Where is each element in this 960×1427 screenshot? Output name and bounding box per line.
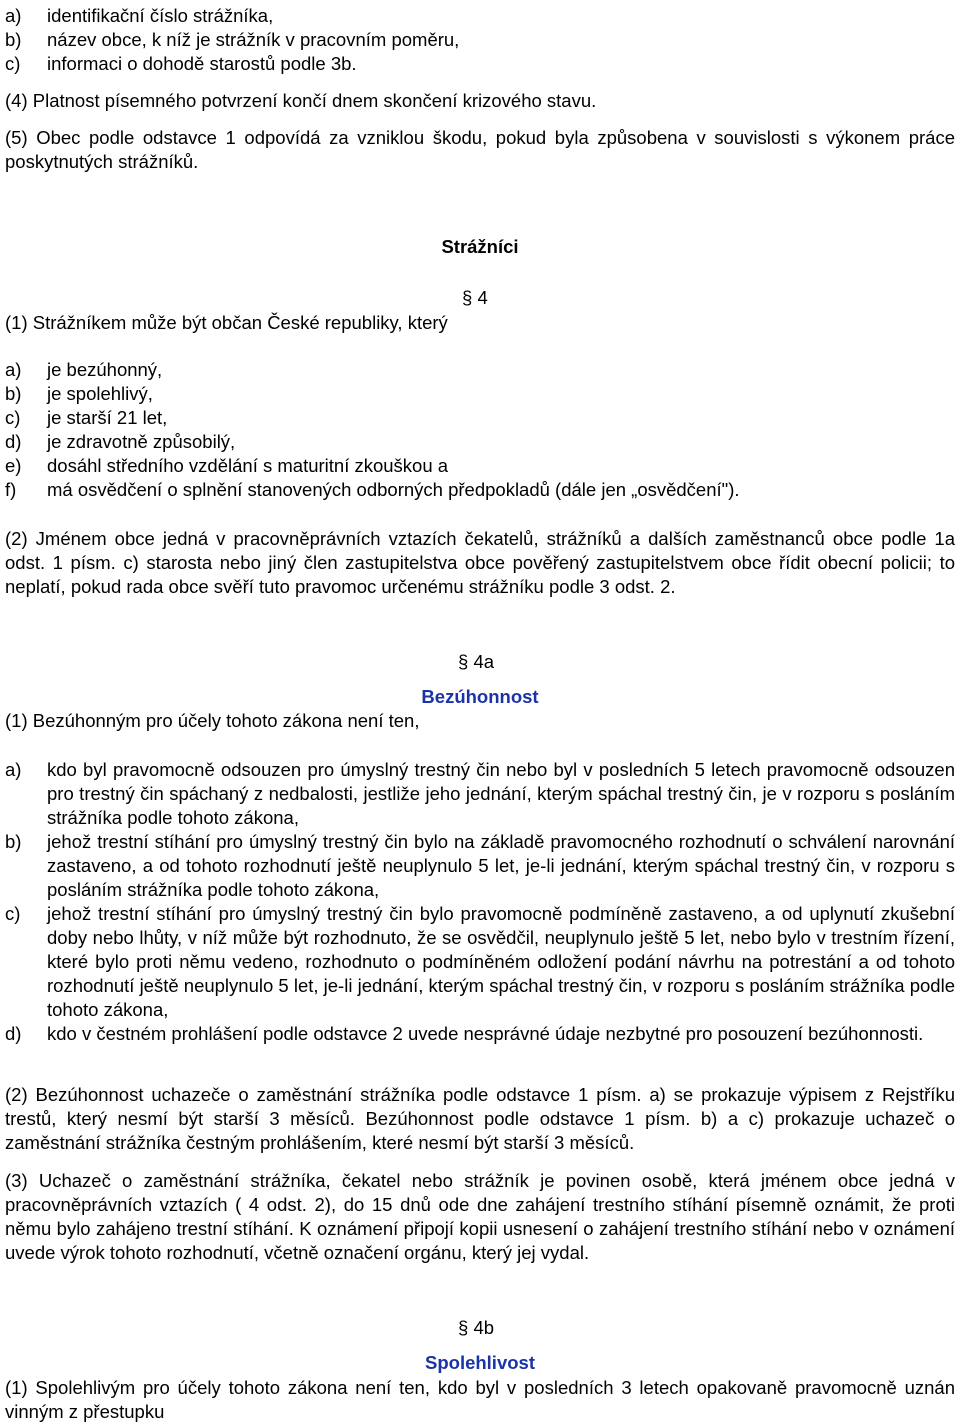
list-text: kdo v čestném prohlášení podle odstavce 2 uvede nesprávné údaje nezbytné pro posouzení bezúhonnosti. xyxy=(47,1023,924,1044)
list-text: identifikační číslo strážníka, xyxy=(47,5,274,26)
list-label: b) xyxy=(5,29,22,50)
list-text: informaci o dohodě starostů podle 3b. xyxy=(47,53,357,74)
list-label: e) xyxy=(5,455,22,476)
list-item xyxy=(5,382,153,406)
list-item xyxy=(5,454,449,478)
s4a-paragraph-2: (2) Bezúhonnost uchazeče o zaměstnání strážníka podle odstavce 1 písm. a) se prokazuje výpisem z Rejstříku trestů, který nesmí být starší 3 měsíců. Bezúhonnost podle odstavce 1 písm. b) a c) prokazuje uchazeč o zaměstnání strážníka čestným prohlášením, které nesmí být starší 3 měsíců. xyxy=(5,1084,955,1153)
list-text: název obce, k níž je strážník v pracovním poměru, xyxy=(47,29,460,50)
section-number: 4b xyxy=(473,1317,495,1338)
list-label: d) xyxy=(5,1023,22,1044)
section-mark: § xyxy=(458,651,469,672)
list-text: je bezúhonný, xyxy=(47,359,163,380)
list-item xyxy=(5,4,274,28)
paragraph-5: (5) Obec podle odstavce 1 odpovídá za vzniklou škodu, pokud byla způsobena v souvislosti s výkonem práce poskytnutých strážníků. xyxy=(5,127,955,172)
list-text: jehož trestní stíhání pro úmyslný trestný čin bylo pravomocně podmíněně zastaveno, a od uplynutí zkušební doby nebo lhůty, v níž může být rozhodnuto, že se osvědčil, neuplynulo ještě 5 let, nebo bylo v trestním řízení, které bylo proti němu vedeno, rozhodnuto o podmíněném odložení podání návrhu na potrestání a od tohoto rozhodnutí ještě neuplynulo 5 let, je-li jednání, kterým spáchal trestný čin, v rozporu s posláním strážníka podle tohoto zákona, xyxy=(47,903,955,1020)
list-label: c) xyxy=(5,903,21,924)
list-item xyxy=(5,478,740,502)
s4-paragraph-2: (2) Jménem obce jedná v pracovněprávních vztazích čekatelů, strážníků a dalších zaměstnanců obce podle 1a odst. 1 písm. c) starosta nebo jiný člen zastupitelstva obce pověřený zastupitelstvem obce řídit obecní policii; to neplatí, pokud rada obce svěří tuto pravomoc určenému strážníku podle 3 odst. 2. xyxy=(5,528,955,597)
list-item xyxy=(5,358,163,382)
section-number: 4 xyxy=(477,287,488,308)
list-label: a) xyxy=(5,5,22,26)
list-label: a) xyxy=(5,359,22,380)
list-item xyxy=(5,902,955,1022)
list-item xyxy=(5,28,460,52)
s4a-paragraph-3: (3) Uchazeč o zaměstnání strážníka, čekatel nebo strážník je povinen osobě, která jménem obce jedná v pracovněprávních vztazích ( 4 odst. 2), do 15 dnů ode dne zahájení trestního stíhání písemně oznámit, že proti němu bylo zahájeno trestní stíhání. K oznámení připojí kopii usnesení o zahájení trestního stíhání nebo v oznámení uvede výrok tohoto rozhodnutí, včetně označení orgánu, který jej vydal. xyxy=(5,1170,955,1263)
list-text: má osvědčení o splnění stanovených odborných předpokladů (dále jen „osvědčení"). xyxy=(47,479,740,500)
list-label: c) xyxy=(5,53,21,74)
list-item xyxy=(5,406,168,430)
s4-intro: (1) Strážníkem může být občan České republiky, který xyxy=(5,312,448,333)
section-mark: § xyxy=(462,287,473,308)
section-number: 4a xyxy=(473,651,495,672)
list-item xyxy=(5,1022,955,1046)
section-mark: § xyxy=(458,1317,469,1338)
list-label: d) xyxy=(5,431,22,452)
list-text: jehož trestní stíhání pro úmyslný trestný čin bylo na základě pravomocného rozhodnutí o schválení narovnání zastaveno, a od tohoto rozhodnutí ještě neuplynulo 5 let, je-li jednání, kterým spáchal trestný čin, v rozporu s posláním strážníka podle tohoto zákona, xyxy=(47,831,955,900)
list-item xyxy=(5,830,955,902)
list-item xyxy=(5,52,357,76)
list-text: kdo byl pravomocně odsouzen pro úmyslný trestný čin nebo byl v posledních 5 letech pravomocně odsouzen pro trestný čin spáchaný z nedbalosti, jestliže jeho jednání, kterým spáchal trestný čin, je v rozporu s posláním strážníka podle tohoto zákona, xyxy=(47,759,955,828)
list-text: je zdravotně způsobilý, xyxy=(47,431,236,452)
heading-strazici: Strážníci xyxy=(441,236,519,257)
list-label: a) xyxy=(5,759,22,780)
heading-spolehlivost: Spolehlivost xyxy=(425,1352,535,1373)
list-text: dosáhl středního vzdělání s maturitní zkouškou a xyxy=(47,455,449,476)
list-item xyxy=(5,758,955,830)
section-4b-heading xyxy=(458,1316,494,1340)
s4b-paragraph-1: (1) Spolehlivým pro účely tohoto zákona není ten, kdo byl v posledních 3 letech opakovaně pravomocně uznán vinným z přestupku xyxy=(5,1377,955,1422)
section-4-heading xyxy=(462,286,488,310)
s4a-intro: (1) Bezúhonným pro účely tohoto zákona není ten, xyxy=(5,710,420,731)
list-label: c) xyxy=(5,407,21,428)
list-label: f) xyxy=(5,479,17,500)
list-label: b) xyxy=(5,831,22,852)
heading-bezuhonnost: Bezúhonnost xyxy=(421,686,539,707)
list-text: je starší 21 let, xyxy=(47,407,168,428)
list-label: b) xyxy=(5,383,22,404)
list-text: je spolehlivý, xyxy=(47,383,153,404)
paragraph-4: (4) Platnost písemného potvrzení končí dnem skončení krizového stavu. xyxy=(5,90,597,111)
section-4a-heading xyxy=(458,650,494,674)
list-item xyxy=(5,430,236,454)
